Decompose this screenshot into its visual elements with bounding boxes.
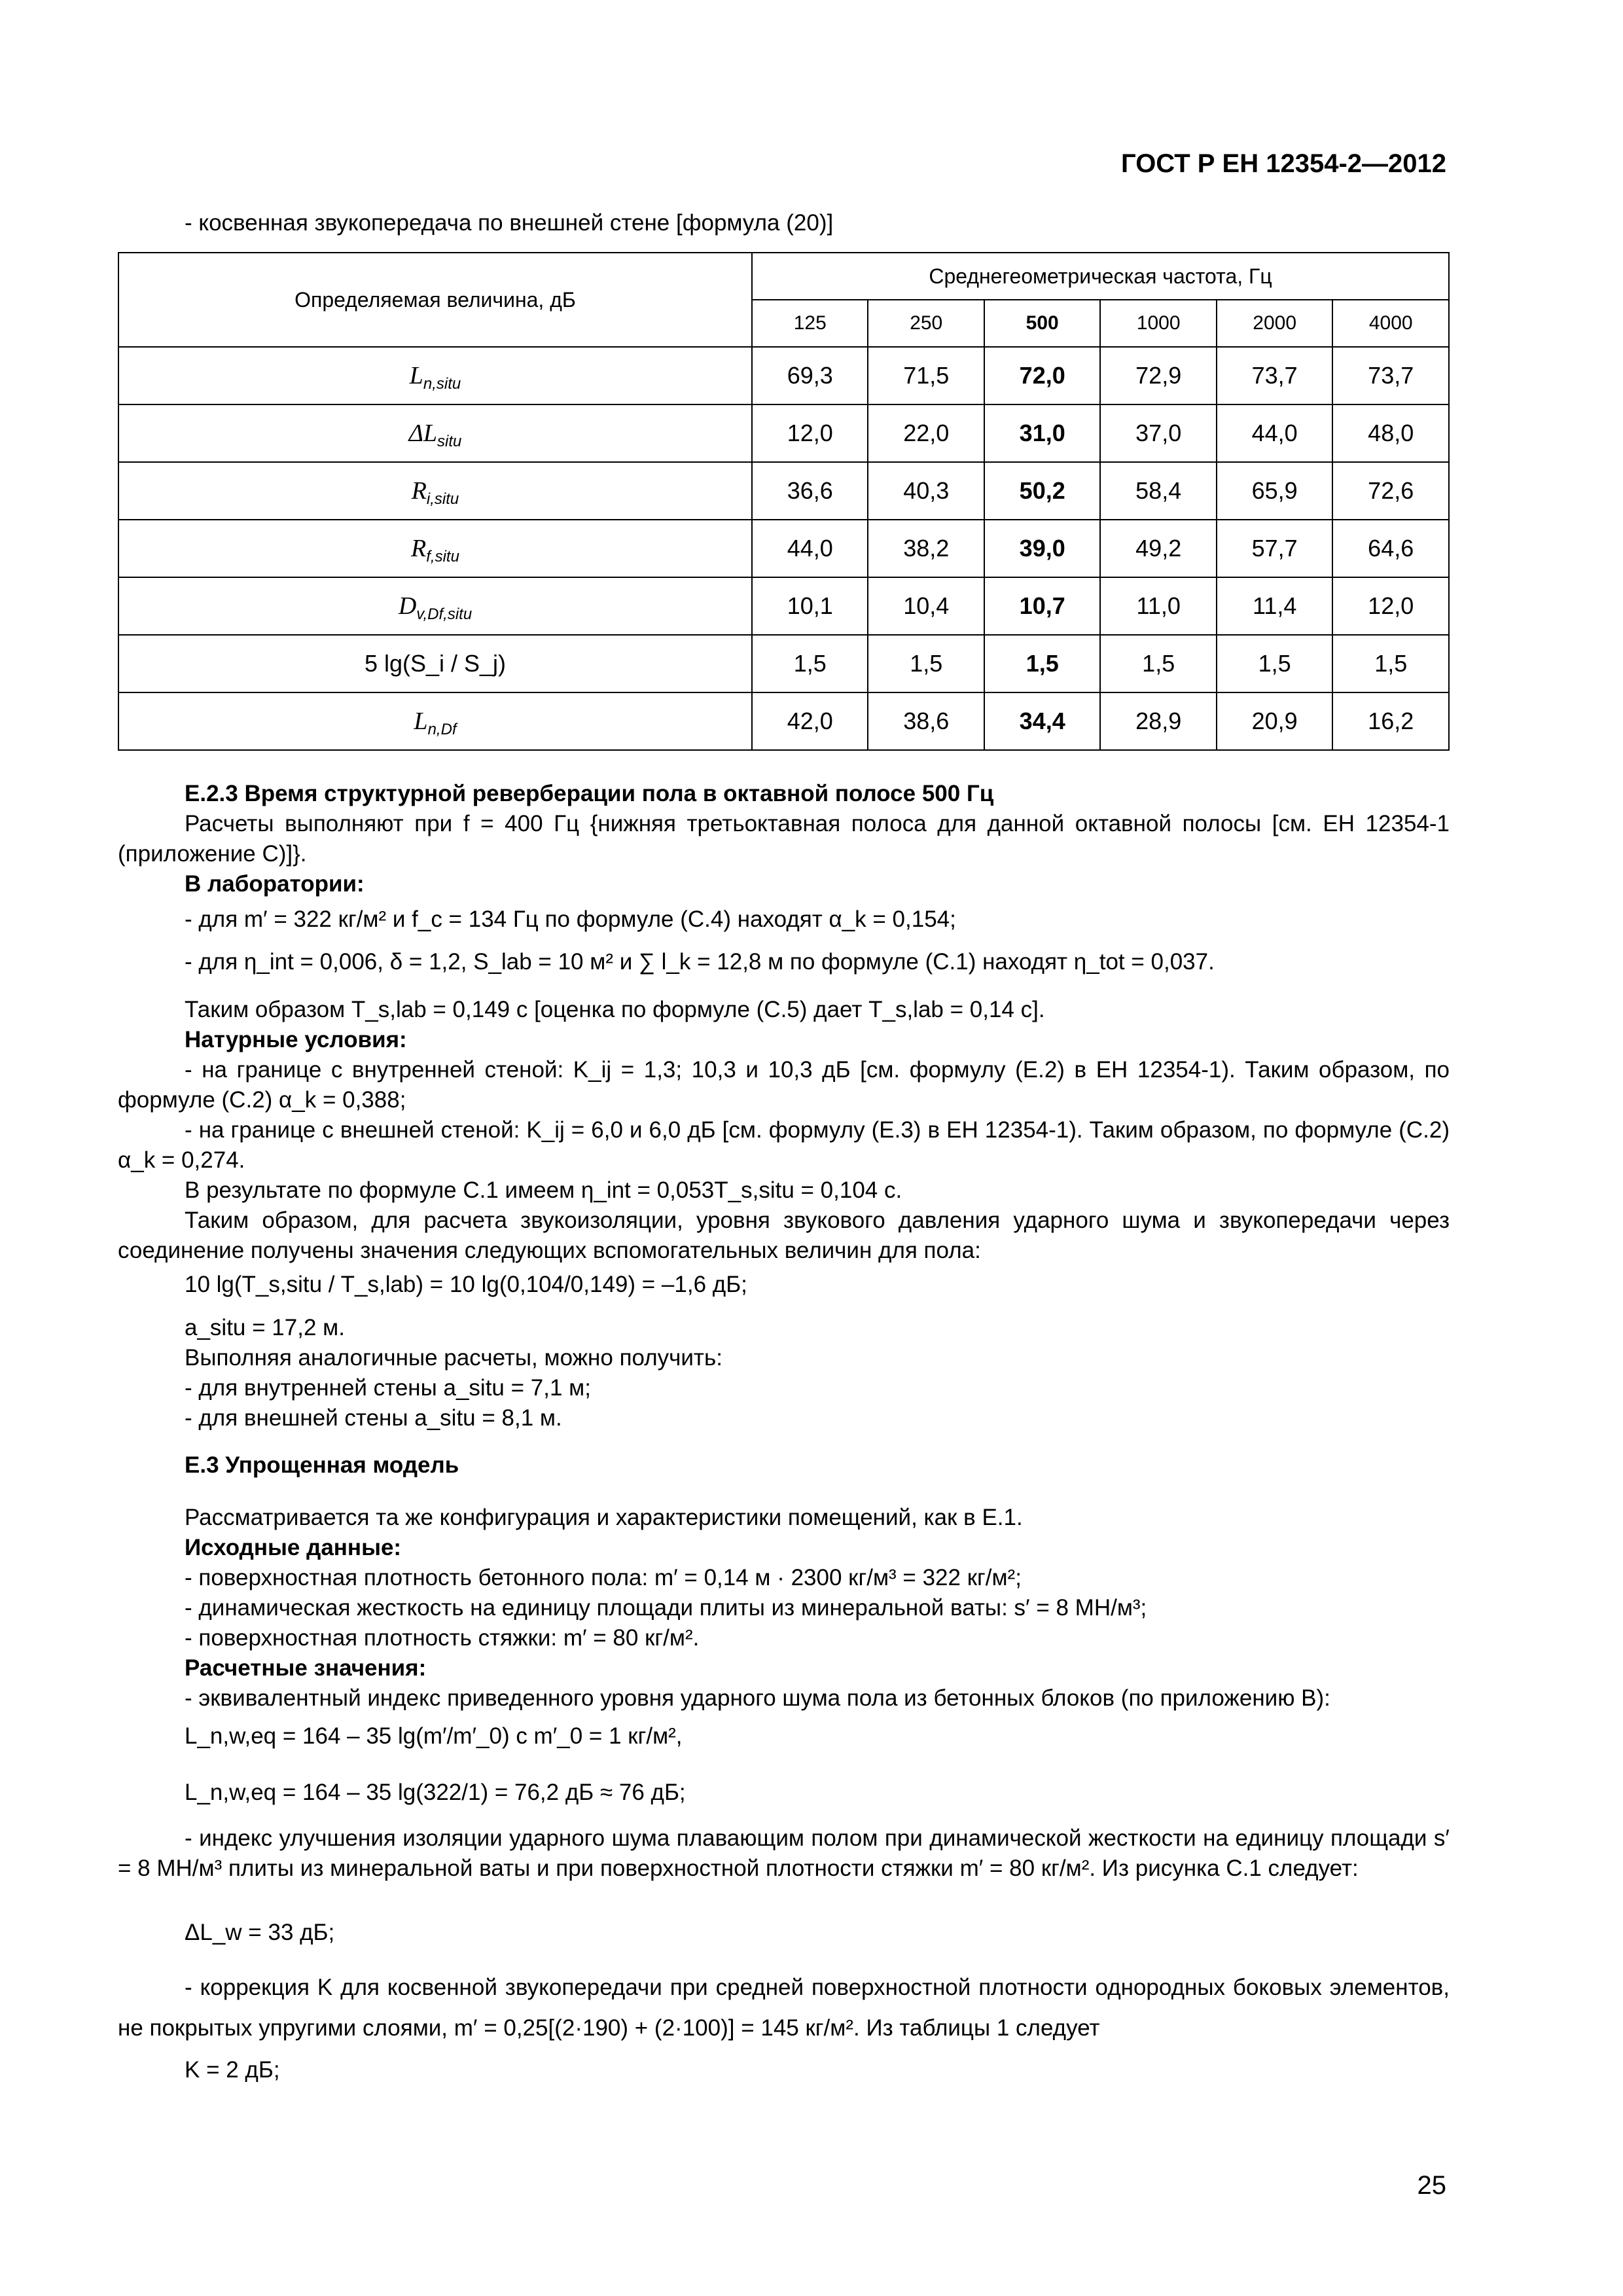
input-item-1: - поверхностная плотность бетонного пола: m′ = 0,14 м · 2300 кг/м³ = 322 кг/м²; [185, 1565, 1022, 1590]
document-header: ГОСТ Р ЕН 12354-2—2012 [1121, 149, 1446, 178]
value-cell: 36,6 [752, 462, 868, 520]
freq-cell: 4000 [1332, 300, 1449, 347]
calc-item-2: - индекс улучшения изоляции ударного шума плавающим полом при динамической жесткости на единицу площади s′ = 8 МН/м³ плиты из минеральной ваты и при поверхностной плотности стяжки m′ = 80 кг/м². Из рисунка С.1 следует: [118, 1825, 1450, 1881]
value-cell: 28,9 [1100, 692, 1216, 750]
table-row [118, 577, 1449, 635]
freq-header-cell: Среднегеометрическая частота, Гц [752, 253, 1449, 300]
value-cell: 11,0 [1100, 577, 1216, 635]
value-cell: 12,0 [752, 404, 868, 462]
lab-item-1: - для m′ = 322 кг/м² и f_c = 134 Гц по формуле (С.4) находят α_k = 0,154; [185, 906, 956, 932]
value-cell: 22,0 [868, 404, 984, 462]
value-cell: 1,5 [984, 635, 1100, 692]
value-cell: 57,7 [1217, 520, 1332, 577]
quantity-cell: $D_{v,Df,situ}$ [118, 577, 752, 635]
table-row [118, 635, 1449, 692]
value-cell: 38,2 [868, 520, 984, 577]
inner-wall-result: - для внутренней стены a_situ = 7,1 м; [185, 1375, 591, 1401]
table-row [118, 462, 1449, 520]
table-row [118, 347, 1449, 404]
calc-item-1: - эквивалентный индекс приведенного уровня ударного шума пола из бетонных блоков (по приложению В): [185, 1685, 1330, 1711]
frequency-table [118, 252, 1450, 751]
similar-calc-text: Выполняя аналогичные расчеты, можно получить: [185, 1345, 722, 1371]
value-cell: 1,5 [868, 635, 984, 692]
quantity-cell: $R_{i,situ}$ [118, 462, 752, 520]
value-cell: 1,5 [1100, 635, 1216, 692]
formula-a-situ: a_situ = 17,2 м. [185, 1315, 345, 1340]
freq-cell: 1000 [1100, 300, 1216, 347]
situ-item-2: - на границе с внешней стеной: K_ij = 6,0 и 6,0 дБ [см. формулу (Е.3) в ЕН 12354-1). Таким образом, по формуле (С.2) α_k = 0,274. [118, 1117, 1450, 1173]
outer-wall-result: - для внешней стены a_situ = 8,1 м. [185, 1405, 562, 1431]
value-cell: 50,2 [984, 462, 1100, 520]
section-e23-paragraph: Расчеты выполняют при f = 400 Гц {нижняя третьоктавная полоса для данной октавной полосы [см. ЕН 12354-1 (приложение С)]}. [118, 811, 1450, 867]
value-cell: 10,1 [752, 577, 868, 635]
value-cell: 64,6 [1332, 520, 1449, 577]
formula-delta-lw: ΔL_w = 33 дБ; [185, 1920, 335, 1945]
value-cell: 72,0 [984, 347, 1100, 404]
formula-k: K = 2 дБ; [185, 2057, 280, 2083]
value-cell: 72,6 [1332, 462, 1449, 520]
value-cell: 39,0 [984, 520, 1100, 577]
value-cell: 16,2 [1332, 692, 1449, 750]
value-cell: 1,5 [1217, 635, 1332, 692]
freq-cell: 2000 [1217, 300, 1332, 347]
input-item-2: - динамическая жесткость на единицу площади плиты из минеральной ваты: s′ = 8 МН/м³; [185, 1595, 1147, 1621]
formula-lnweq-2: L_n,w,eq = 164 – 35 lg(322/1) = 76,2 дБ ≈ 76 дБ; [185, 1780, 686, 1805]
situ-title: Натурные условия: [185, 1027, 407, 1052]
page-number: 25 [1417, 2171, 1446, 2200]
lab-result: Таким образом T_s,lab = 0,149 с [оценка по формуле (С.5) дает T_s,lab = 0,14 с]. [185, 997, 1045, 1022]
section-e3-intro: Рассматривается та же конфигурация и характеристики помещений, как в Е.1. [185, 1505, 1023, 1530]
section-e23-summary: Таким образом, для расчета звукоизоляции, уровня звукового давления ударного шума и звукопередачи через соединение получены значения следующих вспомогательных величин для пола: [118, 1208, 1450, 1263]
value-cell: 37,0 [1100, 404, 1216, 462]
value-cell: 40,3 [868, 462, 984, 520]
value-cell: 69,3 [752, 347, 868, 404]
quantity-cell: $L_{n,situ}$ [118, 347, 752, 404]
value-cell: 44,0 [1217, 404, 1332, 462]
row-header-cell: Определяемая величина, дБ [118, 253, 752, 347]
value-cell: 12,0 [1332, 577, 1449, 635]
value-cell: 71,5 [868, 347, 984, 404]
formula-lnweq-1: L_n,w,eq = 164 – 35 lg(m′/m′_0) с m′_0 = 1 кг/м², [185, 1723, 683, 1749]
input-item-3: - поверхностная плотность стяжки: m′ = 80 кг/м². [185, 1625, 700, 1651]
quantity-cell: $L_{n,Df}$ [118, 692, 752, 750]
formula-reverberation: 10 lg(T_s,situ / T_s,lab) = 10 lg(0,104/0,149) = –1,6 дБ; [185, 1272, 747, 1297]
freq-cell: 125 [752, 300, 868, 347]
value-cell: 38,6 [868, 692, 984, 750]
table-row [118, 404, 1449, 462]
value-cell: 48,0 [1332, 404, 1449, 462]
section-e23-title: Е.2.3 Время структурной реверберации пола в октавной полосе 500 Гц [185, 781, 994, 806]
value-cell: 34,4 [984, 692, 1100, 750]
situ-result: В результате по формуле С.1 имеем η_int = 0,053T_s,situ = 0,104 с. [185, 1177, 902, 1203]
lab-item-2: - для η_int = 0,006, δ = 1,2, S_lab = 10 м² и ∑ l_k = 12,8 м по формуле (С.1) находят η_tot = 0,037. [185, 949, 1215, 975]
value-cell: 31,0 [984, 404, 1100, 462]
value-cell: 42,0 [752, 692, 868, 750]
value-cell: 73,7 [1332, 347, 1449, 404]
value-cell: 20,9 [1217, 692, 1332, 750]
value-cell: 10,4 [868, 577, 984, 635]
quantity-cell: $R_{f,situ}$ [118, 520, 752, 577]
value-cell: 10,7 [984, 577, 1100, 635]
value-cell: 49,2 [1100, 520, 1216, 577]
input-data-title: Исходные данные: [185, 1535, 402, 1560]
value-cell: 1,5 [1332, 635, 1449, 692]
table-row [118, 520, 1449, 577]
value-cell: 1,5 [752, 635, 868, 692]
value-cell: 72,9 [1100, 347, 1216, 404]
situ-item-1: - на границе с внутренней стеной: K_ij = 1,3; 10,3 и 10,3 дБ [см. формулу (Е.2) в ЕН 12354-1). Таким образом, по формуле (С.2) α_k = 0,388; [118, 1057, 1450, 1113]
intro-line: - косвенная звукопередача по внешней стене [формула (20)] [185, 210, 834, 236]
quantity-cell: 5 lg(S_i / S_j) [118, 635, 752, 692]
calc-values-title: Расчетные значения: [185, 1655, 427, 1681]
table-row [118, 692, 1449, 750]
quantity-cell: $\Delta L_{situ}$ [118, 404, 752, 462]
value-cell: 65,9 [1217, 462, 1332, 520]
calc-item-3: - коррекция K для косвенной звукопередачи при средней поверхностной плотности однородных боковых элементов, не покрытых упругими слоями, m′ = 0,25[(2·190) + (2·100)] = 145 кг/м². Из таблицы 1 следует [118, 1975, 1450, 2041]
lab-title: В лаборатории: [185, 871, 365, 897]
freq-cell: 500 [984, 300, 1100, 347]
value-cell: 44,0 [752, 520, 868, 577]
value-cell: 73,7 [1217, 347, 1332, 404]
section-e3-title: Е.3 Упрощенная модель [185, 1452, 459, 1478]
value-cell: 11,4 [1217, 577, 1332, 635]
freq-cell: 250 [868, 300, 984, 347]
value-cell: 58,4 [1100, 462, 1216, 520]
